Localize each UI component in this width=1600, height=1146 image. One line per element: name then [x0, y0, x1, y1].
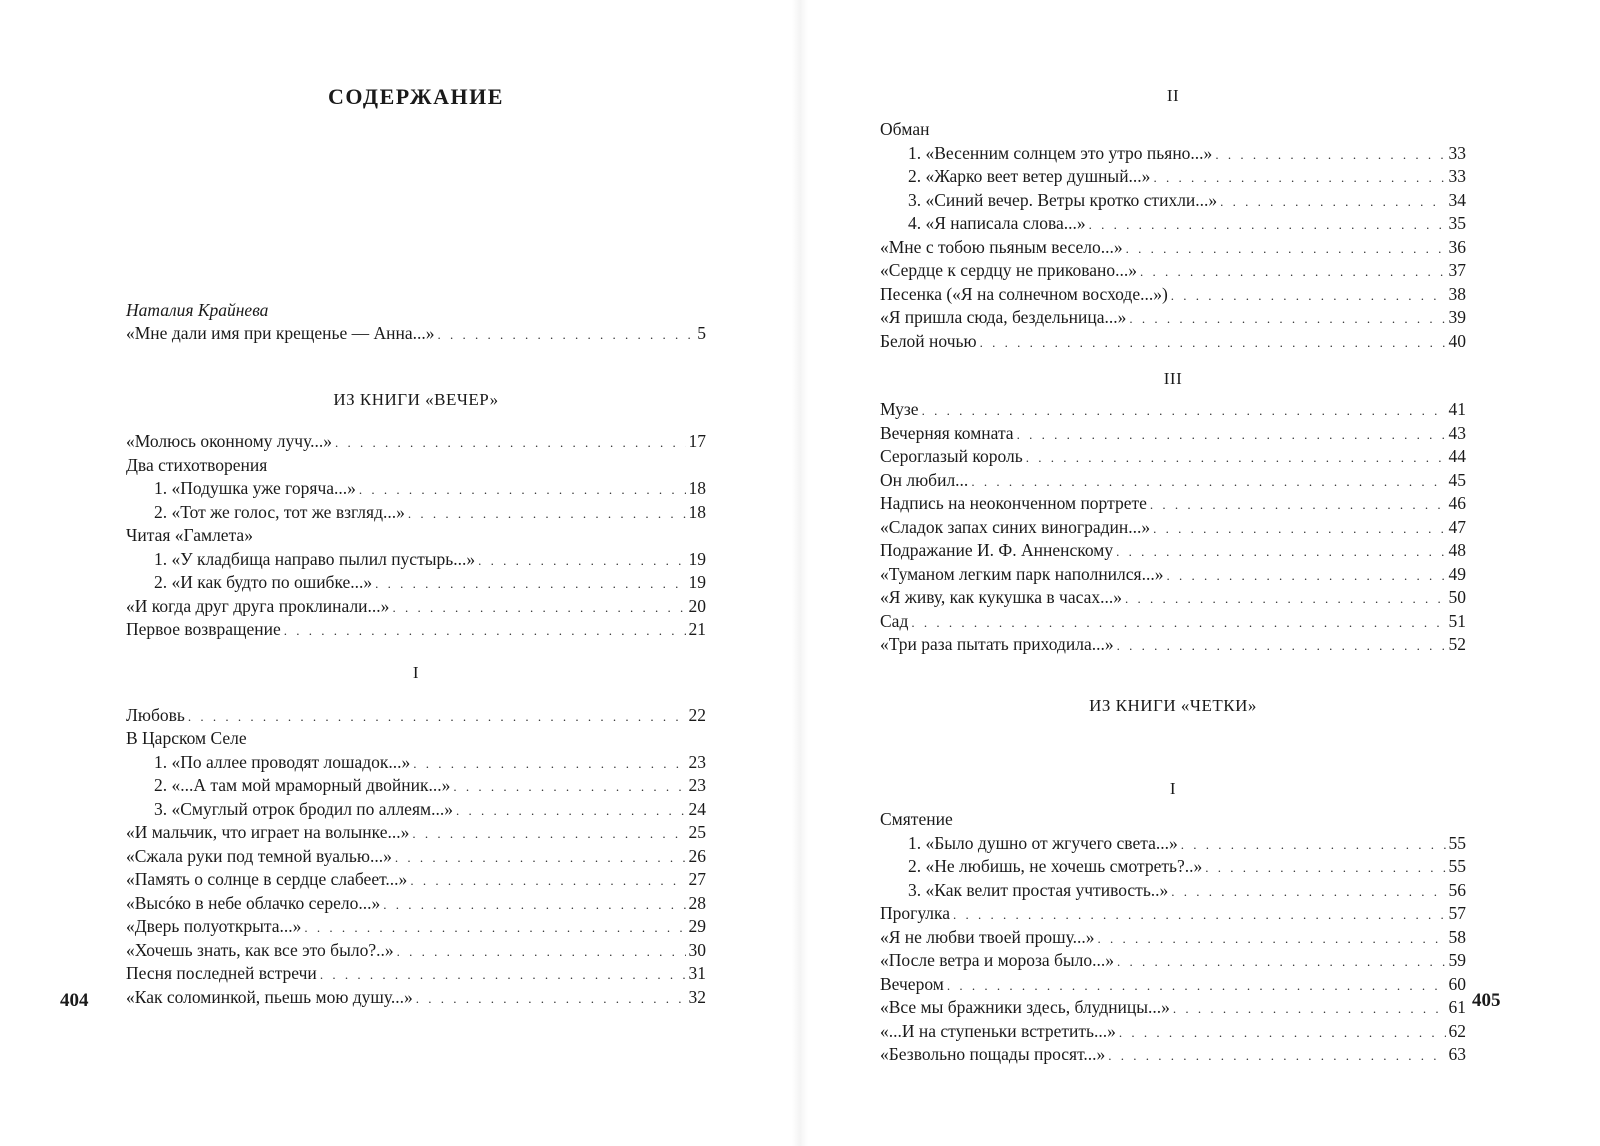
toc-leader-dots [395, 846, 686, 870]
toc-entry-title: 1. «У кладбища направо пылил пустырь...» [154, 548, 476, 569]
toc-leader-dots [392, 596, 685, 620]
toc-entry-page: 28 [688, 892, 706, 913]
toc-group-heading: Читая «Гамлета» [126, 525, 253, 545]
toc-entry-page: 34 [1448, 189, 1466, 210]
toc-entry-page: 51 [1448, 610, 1466, 631]
toc-entry-page: 19 [688, 548, 706, 569]
toc-entry-page: 59 [1448, 950, 1466, 970]
toc-entry-page: 55 [1448, 832, 1466, 853]
page-number-right: 405 [1472, 990, 1501, 1011]
toc-leader-dots [1181, 833, 1446, 857]
toc-entry[interactable] [126, 322, 706, 346]
toc-leader-dots [1098, 927, 1446, 951]
toc-entry-title: Первое возвращение [126, 619, 281, 639]
toc-entry[interactable] [880, 973, 1466, 997]
toc-leader-dots [188, 705, 686, 729]
toc-entry[interactable] [880, 996, 1466, 1020]
toc-leader-dots [1089, 213, 1446, 237]
toc-leader-dots [478, 549, 685, 573]
toc-entry[interactable] [880, 445, 1466, 469]
toc-entry-title: Любовь [126, 704, 185, 725]
toc-leader-dots [980, 331, 1446, 355]
toc-entry-title: «Память о солнце в сердце слабеет...» [126, 869, 408, 889]
toc-entry-title: «Мне с тобою пьяным весело...» [880, 236, 1123, 257]
toc-leader-dots [922, 399, 1446, 423]
page-number-left: 404 [60, 990, 89, 1011]
toc-entry-title: 4. «Я написала слова...» [908, 213, 1086, 233]
toc-entry-title: «Туманом легким парк наполнился...» [880, 563, 1164, 584]
toc-subentry[interactable] [126, 571, 706, 595]
toc-entry-page: 48 [1448, 540, 1466, 560]
toc-entry[interactable] [880, 283, 1466, 307]
toc-leader-dots [1026, 446, 1446, 470]
toc-subentry[interactable] [880, 832, 1466, 856]
toc-entry[interactable] [880, 539, 1466, 563]
toc-leader-dots [1153, 166, 1445, 190]
toc-entry-title: «Три раза пытать приходила...» [880, 634, 1114, 654]
toc-leader-dots [1220, 190, 1445, 214]
toc-entry-title: 3. «Как велит простая учтивость..» [908, 879, 1169, 900]
toc-leader-dots [359, 478, 686, 502]
toc-entry-page: 57 [1448, 903, 1466, 923]
toc-entry-page: 32 [688, 986, 706, 1007]
toc-entry-page: 36 [1448, 236, 1466, 257]
toc-list-left [126, 430, 706, 1009]
toc-subentry[interactable] [126, 501, 706, 525]
toc-leader-dots [1215, 143, 1445, 167]
toc-subentry[interactable] [880, 165, 1466, 189]
toc-entry-title: 2. «Жарко веет ветер душный...» [908, 166, 1151, 186]
toc-list-right [880, 118, 1466, 657]
toc-entry[interactable] [880, 1043, 1466, 1067]
toc-leader-dots [375, 572, 685, 596]
toc-leader-dots [1150, 493, 1446, 517]
toc-leader-dots [320, 963, 686, 987]
toc-entry-page: 21 [688, 619, 706, 639]
toc-entry-title: Музе [880, 399, 919, 419]
toc-entry[interactable] [126, 915, 706, 939]
toc-entry-page: 24 [688, 798, 706, 819]
toc-leader-dots [1140, 260, 1445, 284]
book-heading-chetki: ИЗ КНИГИ «ЧЕТКИ» [1089, 696, 1257, 715]
toc-entry[interactable] [126, 868, 706, 892]
toc-entry-title: Вечером [880, 973, 944, 994]
toc-entry-page: 43 [1448, 422, 1466, 443]
toc-entry-page: 63 [1448, 1044, 1466, 1064]
toc-entry-title: Сероглазый король [880, 446, 1023, 466]
toc-leader-dots [1205, 856, 1445, 880]
toc-entry[interactable] [880, 633, 1466, 657]
toc-leader-dots [911, 611, 1445, 635]
toc-entry-title: «Хочешь знать, как все это было?..» [126, 939, 394, 960]
toc-entry-title: «Безвольно пощады просят...» [880, 1044, 1106, 1064]
toc-group-heading: Обман [880, 119, 930, 139]
toc-leader-dots [1173, 997, 1446, 1021]
toc-entry[interactable] [880, 563, 1466, 587]
toc-entry-title: 2. «Не любишь, не хочешь смотреть?..» [908, 856, 1203, 876]
toc-leader-dots [412, 822, 685, 846]
toc-entry[interactable] [880, 422, 1466, 446]
toc-entry-title: 3. «Синий вечер. Ветры кротко стихли...» [908, 189, 1218, 210]
toc-leader-dots [410, 869, 685, 893]
toc-entry-title: Вечерняя комната [880, 422, 1014, 443]
toc-entry[interactable] [126, 962, 706, 986]
toc-entry-title: 1. «Было душно от жгучего света...» [908, 832, 1178, 853]
toc-leader-dots [456, 799, 686, 823]
toc-entry-page: 62 [1448, 1020, 1466, 1041]
toc-entry-page: 20 [688, 595, 706, 616]
toc-entry-page: 23 [688, 751, 706, 772]
section-heading: I [412, 662, 420, 682]
toc-entry-page: 31 [688, 963, 706, 983]
toc-entry[interactable] [126, 595, 706, 619]
toc-leader-dots [413, 752, 685, 776]
toc-subentry[interactable] [126, 751, 706, 775]
section-heading: I [1169, 779, 1177, 798]
toc-entry-title: «После ветра и мороза было...» [880, 950, 1115, 970]
toc-entry-page: 37 [1448, 260, 1466, 280]
toc-entry-page: 18 [688, 478, 706, 498]
toc-entry-page: 39 [1448, 307, 1466, 327]
toc-subentry[interactable] [880, 142, 1466, 166]
toc-entry[interactable] [126, 892, 706, 916]
toc-entry-page: 25 [688, 822, 706, 842]
toc-intro [126, 322, 706, 346]
toc-entry-title: «Все мы бражники здесь, блудницы...» [880, 997, 1170, 1017]
toc-entry-title: «Я не любви твоей прошу...» [880, 926, 1095, 947]
toc-leader-dots [1125, 587, 1446, 611]
toc-entry-title: «Сердце к сердцу не приковано...» [880, 260, 1138, 280]
toc-entry[interactable] [880, 469, 1466, 493]
toc-entry-page: 26 [688, 845, 706, 866]
toc-entry-page: 17 [688, 431, 706, 451]
toc-entry-page: 56 [1448, 879, 1466, 900]
toc-entry-title: 1. «Весенним солнцем это утро пьяно...» [908, 142, 1213, 163]
toc-entry[interactable] [126, 845, 706, 869]
toc-leader-dots [437, 323, 694, 347]
toc-entry-title: «И мальчик, что играет на волынке...» [126, 822, 410, 842]
toc-entry-title: 1. «По аллее проводят лошадок...» [154, 751, 411, 772]
toc-subentry[interactable] [880, 879, 1466, 903]
toc-entry[interactable] [880, 330, 1466, 354]
toc-entry[interactable] [880, 516, 1466, 540]
toc-entry-page: 35 [1448, 213, 1466, 233]
toc-entry-page: 41 [1448, 399, 1466, 419]
toc-entry[interactable] [880, 926, 1466, 950]
toc-entry-page: 60 [1448, 973, 1466, 994]
toc-leader-dots [1119, 1021, 1446, 1045]
toc-leader-dots [1171, 880, 1445, 904]
toc-entry-title: «Сжала руки под темной вуалью...» [126, 845, 392, 866]
toc-subentry[interactable] [126, 774, 706, 798]
toc-entry-page: 5 [697, 323, 706, 343]
toc-entry-title: Белой ночью [880, 330, 977, 351]
toc-entry-title: «Дверь полуоткрыта...» [126, 916, 302, 936]
toc-entry-title: 2. «...А там мой мраморный двойник...» [154, 775, 451, 795]
right-page [800, 0, 1600, 1146]
toc-entry-title: 2. «Тот же голос, тот же взгляд...» [154, 501, 405, 522]
toc-subentry[interactable] [880, 212, 1466, 236]
toc-entry-title: Надпись на неоконченном портрете [880, 493, 1147, 513]
toc-leader-dots [1129, 307, 1445, 331]
toc-entry-page: 45 [1448, 469, 1466, 490]
toc-leader-dots [1171, 284, 1446, 308]
toc-list-right-chetki [880, 763, 1466, 1067]
toc-entry-title: 3. «Смуглый отрок бродил по аллеям...» [154, 798, 453, 819]
toc-entry-page: 29 [688, 916, 706, 936]
toc-leader-dots [971, 470, 1445, 494]
page-title: СОДЕРЖАНИЕ [328, 84, 504, 109]
section-heading-ii: II [1166, 86, 1180, 105]
toc-leader-dots [397, 940, 686, 964]
toc-leader-dots [408, 502, 686, 526]
toc-entry-page: 27 [688, 869, 706, 889]
toc-leader-dots [416, 987, 686, 1011]
toc-entry-page: 55 [1448, 856, 1466, 876]
toc-entry-page: 50 [1448, 587, 1466, 607]
toc-leader-dots [1117, 950, 1445, 974]
toc-entry[interactable] [126, 704, 706, 728]
toc-entry-title: «Мне дали имя при крещенье — Анна...» [126, 323, 435, 343]
toc-entry[interactable] [126, 430, 706, 454]
toc-leader-dots [1116, 540, 1445, 564]
toc-entry-page: 46 [1448, 493, 1466, 513]
toc-entry-title: «Я живу, как кукушка в часах...» [880, 587, 1122, 607]
toc-entry-title: Подражание И. Ф. Анненскому [880, 540, 1114, 560]
toc-entry[interactable] [880, 492, 1466, 516]
toc-entry[interactable] [880, 1020, 1466, 1044]
toc-entry[interactable] [880, 306, 1466, 330]
book-heading-vecher: ИЗ КНИГИ «ВЕЧЕР» [333, 390, 499, 409]
toc-subentry[interactable] [880, 855, 1466, 879]
toc-leader-dots [383, 893, 685, 917]
toc-entry-page: 47 [1448, 516, 1466, 537]
toc-entry[interactable] [880, 610, 1466, 634]
toc-entry-title: «Высóко в небе облачко серело...» [126, 892, 381, 913]
toc-entry[interactable] [126, 939, 706, 963]
toc-entry-title: «Молюсь оконному лучу...» [126, 431, 332, 451]
toc-entry-title: «Как соломинкой, пьешь мою душу...» [126, 986, 413, 1007]
toc-entry-title: Прогулка [880, 903, 951, 923]
toc-entry-title: «Сладок запах синих виноградин...» [880, 516, 1151, 537]
toc-entry-title: Сад [880, 610, 909, 631]
toc-leader-dots [1126, 237, 1446, 261]
toc-entry-title: Песенка («Я на солнечном восходе...») [880, 283, 1168, 304]
toc-subentry[interactable] [126, 798, 706, 822]
section-heading: III [1163, 369, 1183, 388]
toc-entry[interactable] [880, 236, 1466, 260]
toc-leader-dots [284, 619, 686, 643]
toc-entry[interactable] [126, 618, 706, 642]
toc-entry-page: 23 [688, 775, 706, 795]
toc-entry[interactable] [880, 398, 1466, 422]
toc-entry-page: 33 [1448, 166, 1466, 186]
toc-entry-page: 49 [1448, 563, 1466, 584]
toc-leader-dots [335, 431, 686, 455]
toc-entry-page: 58 [1448, 926, 1466, 947]
toc-subentry[interactable] [126, 477, 706, 501]
toc-entry-page: 61 [1448, 997, 1466, 1017]
toc-entry-title: 2. «И как будто по ошибке...» [154, 572, 373, 592]
toc-group-heading: В Царском Селе [126, 728, 247, 748]
toc-entry[interactable] [126, 821, 706, 845]
toc-leader-dots [947, 974, 1446, 998]
toc-group-heading: Смятение [880, 809, 953, 829]
toc-entry-page: 22 [688, 704, 706, 725]
toc-leader-dots [453, 775, 685, 799]
toc-leader-dots [1153, 517, 1445, 541]
toc-leader-dots [1117, 634, 1446, 658]
toc-entry-title: Он любил... [880, 469, 969, 490]
toc-entry[interactable] [880, 586, 1466, 610]
toc-leader-dots [1108, 1044, 1445, 1068]
toc-entry-title: «Я пришла сюда, бездельница...» [880, 307, 1127, 327]
toc-entry-title: «И когда друг друга проклинали...» [126, 595, 390, 616]
toc-subentry[interactable] [880, 189, 1466, 213]
toc-entry-page: 18 [688, 501, 706, 522]
toc-group-heading: Два стихотворения [126, 454, 268, 475]
toc-entry-page: 38 [1448, 283, 1466, 304]
toc-leader-dots [1017, 423, 1446, 447]
author-name: Наталия Крайнева [126, 300, 269, 320]
toc-entry[interactable] [880, 259, 1466, 283]
toc-leader-dots [304, 916, 685, 940]
toc-entry-title: «...И на ступеньки встретить...» [880, 1020, 1116, 1041]
toc-entry-page: 30 [688, 939, 706, 960]
toc-entry[interactable] [880, 949, 1466, 973]
toc-entry-page: 52 [1448, 634, 1466, 654]
toc-entry-page: 33 [1448, 142, 1466, 163]
toc-entry-title: Песня последней встречи [126, 963, 317, 983]
toc-entry-title: 1. «Подушка уже горяча...» [154, 478, 356, 498]
toc-leader-dots [1166, 564, 1445, 588]
toc-subentry[interactable] [126, 548, 706, 572]
toc-entry-page: 40 [1448, 330, 1466, 351]
toc-entry[interactable] [880, 902, 1466, 926]
toc-leader-dots [953, 903, 1445, 927]
toc-entry[interactable] [126, 986, 706, 1010]
toc-entry-page: 44 [1448, 446, 1466, 466]
toc-entry-page: 19 [688, 572, 706, 592]
